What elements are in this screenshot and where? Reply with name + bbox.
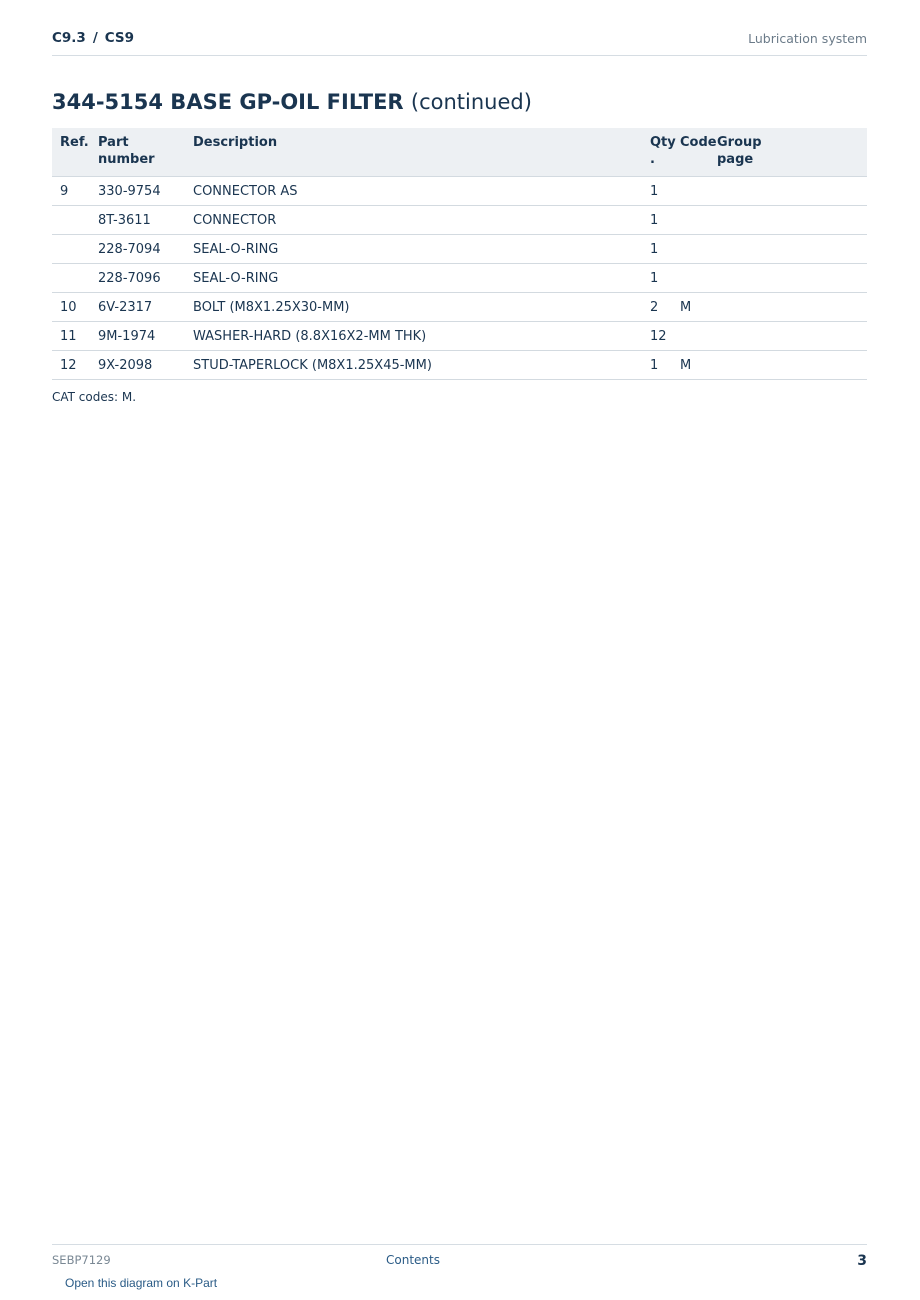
cell-ref: 11: [52, 322, 90, 351]
cell-part-number: 228-7094: [90, 235, 185, 264]
table-row: [52, 235, 867, 264]
page-number: 3: [857, 1253, 867, 1269]
header-ref: Ref.: [52, 128, 90, 177]
model-primary: C9.3: [52, 30, 86, 46]
cell-part-number: 9X-2098: [90, 351, 185, 380]
cell-qty: 1: [642, 235, 672, 264]
breadcrumb-separator: /: [92, 30, 98, 46]
parts-table: [52, 128, 867, 380]
section-name: Lubrication system: [748, 31, 867, 46]
cell-ref: [52, 235, 90, 264]
header-qty: Qty .: [642, 128, 672, 177]
cell-code: [672, 235, 709, 264]
cell-code: [672, 206, 709, 235]
cell-group-page: [709, 177, 867, 206]
table-row: [52, 322, 867, 351]
cell-description: STUD-TAPERLOCK (M8X1.25X45-MM): [185, 351, 642, 380]
cell-qty: 2: [642, 293, 672, 322]
cell-part-number: 228-7096: [90, 264, 185, 293]
cell-code: M: [672, 293, 709, 322]
cell-qty: 12: [642, 322, 672, 351]
cell-qty: 1: [642, 206, 672, 235]
document-id: SEBP7129: [52, 1253, 111, 1267]
breadcrumb: [52, 30, 134, 46]
cell-part-number: 9M-1974: [90, 322, 185, 351]
cell-part-number: 330-9754: [90, 177, 185, 206]
table-header-row: [52, 128, 867, 177]
cell-group-page: [709, 235, 867, 264]
cell-code: [672, 177, 709, 206]
cell-description: SEAL-O-RING: [185, 264, 642, 293]
cell-ref: 12: [52, 351, 90, 380]
table-row: [52, 351, 867, 380]
assembly-title: 344-5154 BASE GP-OIL FILTER: [52, 90, 404, 114]
header-group-page: Group page: [709, 128, 867, 177]
cell-description: SEAL-O-RING: [185, 235, 642, 264]
cell-part-number: 8T-3611: [90, 206, 185, 235]
cell-description: CONNECTOR: [185, 206, 642, 235]
table-row: [52, 264, 867, 293]
header-code: Code: [672, 128, 709, 177]
cell-ref: 10: [52, 293, 90, 322]
page-header: [52, 28, 867, 56]
cell-qty: 1: [642, 264, 672, 293]
cell-code: [672, 264, 709, 293]
cell-group-page: [709, 206, 867, 235]
cell-description: CONNECTOR AS: [185, 177, 642, 206]
cell-ref: [52, 264, 90, 293]
cell-description: BOLT (M8X1.25X30-MM): [185, 293, 642, 322]
header-part-number: Part number: [90, 128, 185, 177]
cell-ref: 9: [52, 177, 90, 206]
cell-group-page: [709, 293, 867, 322]
page-title: [52, 90, 532, 114]
header-description: Description: [185, 128, 642, 177]
cell-code: [672, 322, 709, 351]
kpart-link[interactable]: Open this diagram on K-Part: [65, 1276, 218, 1290]
cell-group-page: [709, 264, 867, 293]
cell-group-page: [709, 322, 867, 351]
cell-group-page: [709, 351, 867, 380]
page-footer: [52, 1244, 867, 1275]
cell-code: M: [672, 351, 709, 380]
cell-qty: 1: [642, 177, 672, 206]
cell-description: WASHER-HARD (8.8X16X2-MM THK): [185, 322, 642, 351]
table-row: [52, 177, 867, 206]
cell-part-number: 6V-2317: [90, 293, 185, 322]
cell-qty: 1: [642, 351, 672, 380]
table-row: [52, 206, 867, 235]
cat-codes-note: CAT codes: M.: [52, 390, 137, 404]
continued-label: (continued): [410, 90, 532, 114]
model-secondary: CS9: [104, 30, 135, 46]
contents-link[interactable]: Contents: [386, 1253, 440, 1267]
table-row: [52, 293, 867, 322]
cell-ref: [52, 206, 90, 235]
